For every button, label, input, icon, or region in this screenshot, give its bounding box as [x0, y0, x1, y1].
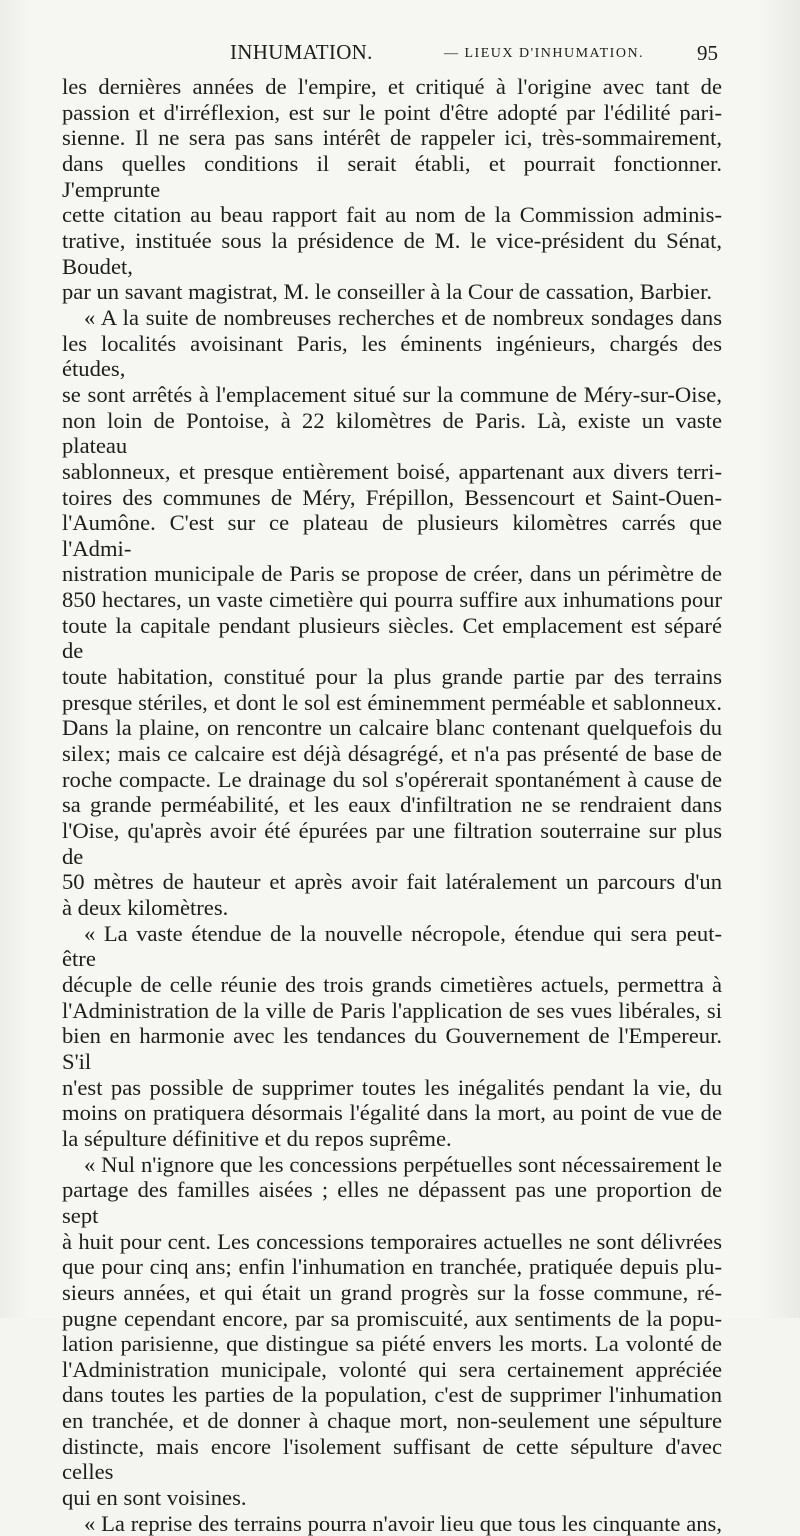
text-line: moins on pratiquera désormais l'égalité dans la mort, au point de vue de — [62, 1100, 722, 1126]
text-line: nistration municipale de Paris se propose de créer, dans un périmètre de — [62, 561, 722, 587]
text-line: roche compacte. Le drainage du sol s'opérerait spontanément à cause de — [62, 766, 722, 792]
text-line: toires des communes de Méry, Frépillon, Bessencourt et Saint-Ouen- — [62, 484, 722, 510]
text-line: la sépulture définitive et du repos suprême. — [62, 1125, 452, 1151]
text-line: à huit pour cent. Les concessions temporaires actuelles ne sont délivrées — [62, 1228, 722, 1254]
text-line: l'Oise, qu'après avoir été épurées par une filtration souterraine sur plus de — [62, 818, 722, 869]
text-line: presque stériles, et dont le sol est éminemment perméable et sablonneux. — [62, 689, 722, 715]
page-header — [62, 40, 722, 70]
text-line: trative, instituée sous la présidence de M. le vice-président du Sénat, Boudet, — [62, 227, 722, 279]
text-line: bien en harmonie avec les tendances du Gouvernement de l'Empereur. S'il — [62, 1023, 722, 1074]
text-line: silex; mais ce calcaire est déjà désagrégé, et n'a pas présenté de base de — [62, 741, 722, 767]
text-line: par un savant magistrat, M. le conseiller à la Cour de cassation, Barbier. — [62, 279, 713, 305]
text-line: l'Administration de la ville de Paris l'application de ses vues libérales, si — [62, 997, 722, 1023]
text-line: l'Aumône. C'est sur ce plateau de plusieurs kilomètres carrés que l'Admi- — [62, 510, 722, 561]
text-line: « A la suite de nombreuses recherches et de nombreux sondages dans — [84, 304, 722, 330]
text-line: non loin de Pontoise, à 22 kilomètres de Paris. Là, existe un vaste plateau — [62, 407, 722, 459]
text-line: décuple de celle réunie des trois grands cimetières actuels, permettra à — [62, 971, 722, 997]
text-line: sablonneux, et presque entièrement boisé, appartenant aux divers terri- — [62, 458, 722, 484]
text-line: passion et d'irréflexion, est sur le point d'être adopté par l'édilité pari- — [62, 99, 722, 125]
text-line: 850 hectares, un vaste cimetière qui pourra suffire aux inhumations pour — [62, 587, 722, 613]
text-line: qui en sont voisines. — [62, 1485, 247, 1511]
text-line: que pour cinq ans; enfin l'inhumation en tranchée, pratiquée depuis plu- — [62, 1254, 722, 1280]
text-line: les localités avoisinant Paris, les éminents ingénieurs, chargés des études, — [62, 330, 722, 382]
body-text — [62, 74, 722, 1536]
text-line: « La vaste étendue de la nouvelle nécropole, étendue qui sera peut-être — [62, 920, 722, 972]
text-line: sienne. Il ne sera pas sans intérêt de rappeler ici, très-sommairement, — [62, 125, 722, 151]
text-line: toute habitation, constitué pour la plus grande partie par des terrains — [62, 664, 722, 690]
text-line: dans toutes les parties de la population, c'est de supprimer l'inhumation — [62, 1382, 722, 1408]
text-line: partage des familles aisées ; elles ne dépassent pas une proportion de sept — [62, 1177, 722, 1228]
text-line: l'Administration municipale, volonté qui sera certainement appréciée — [62, 1356, 722, 1382]
text-line: pugne cependant encore, par sa promiscuité, aux sentiments de la popu- — [62, 1305, 722, 1331]
text-line: sa grande perméabilité, et les eaux d'infiltration ne se rendraient dans — [62, 792, 722, 818]
text-line: « La reprise des terrains pourra n'avoir lieu que tous les cinquante ans, — [84, 1510, 722, 1536]
text-line: cette citation au beau rapport fait au nom de la Commission adminis- — [62, 202, 722, 228]
page-number: 95 — [697, 41, 718, 65]
text-line: distincte, mais encore l'isolement suffisant de cette sépulture d'avec celles — [62, 1433, 722, 1485]
text-line: se sont arrêtés à l'emplacement situé sur la commune de Méry-sur-Oise, — [62, 381, 722, 407]
text-line: en tranchée, et de donner à chaque mort, non-seulement une sépulture — [62, 1408, 722, 1434]
text-line: lation parisienne, que distingue sa piété envers les morts. La volonté de — [62, 1331, 722, 1357]
section-title: — LIEUX D'INHUMATION. — [444, 46, 645, 61]
text-line: Dans la plaine, on rencontre un calcaire blanc contenant quelquefois du — [62, 715, 722, 741]
text-line: dans quelles conditions il serait établi, et pourrait fonctionner. J'emprunte — [62, 150, 722, 202]
text-line: les dernières années de l'empire, et critiqué à l'origine avec tant de — [62, 74, 722, 99]
text-line: n'est pas possible de supprimer toutes les inégalités pendant la vie, du — [62, 1074, 722, 1100]
text-line: à deux kilomètres. — [62, 895, 229, 920]
text-line: « Nul n'ignore que les concessions perpétuelles sont nécessairement le — [84, 1151, 722, 1177]
text-line: sieurs années, et qui était un grand progrès sur la fosse commune, ré- — [62, 1279, 722, 1305]
text-line: 50 mètres de hauteur et après avoir fait latéralement un parcours d'un — [62, 869, 722, 895]
text-line: toute la capitale pendant plusieurs siècles. Cet emplacement est séparé de — [62, 612, 722, 664]
running-title: INHUMATION. — [230, 40, 373, 64]
